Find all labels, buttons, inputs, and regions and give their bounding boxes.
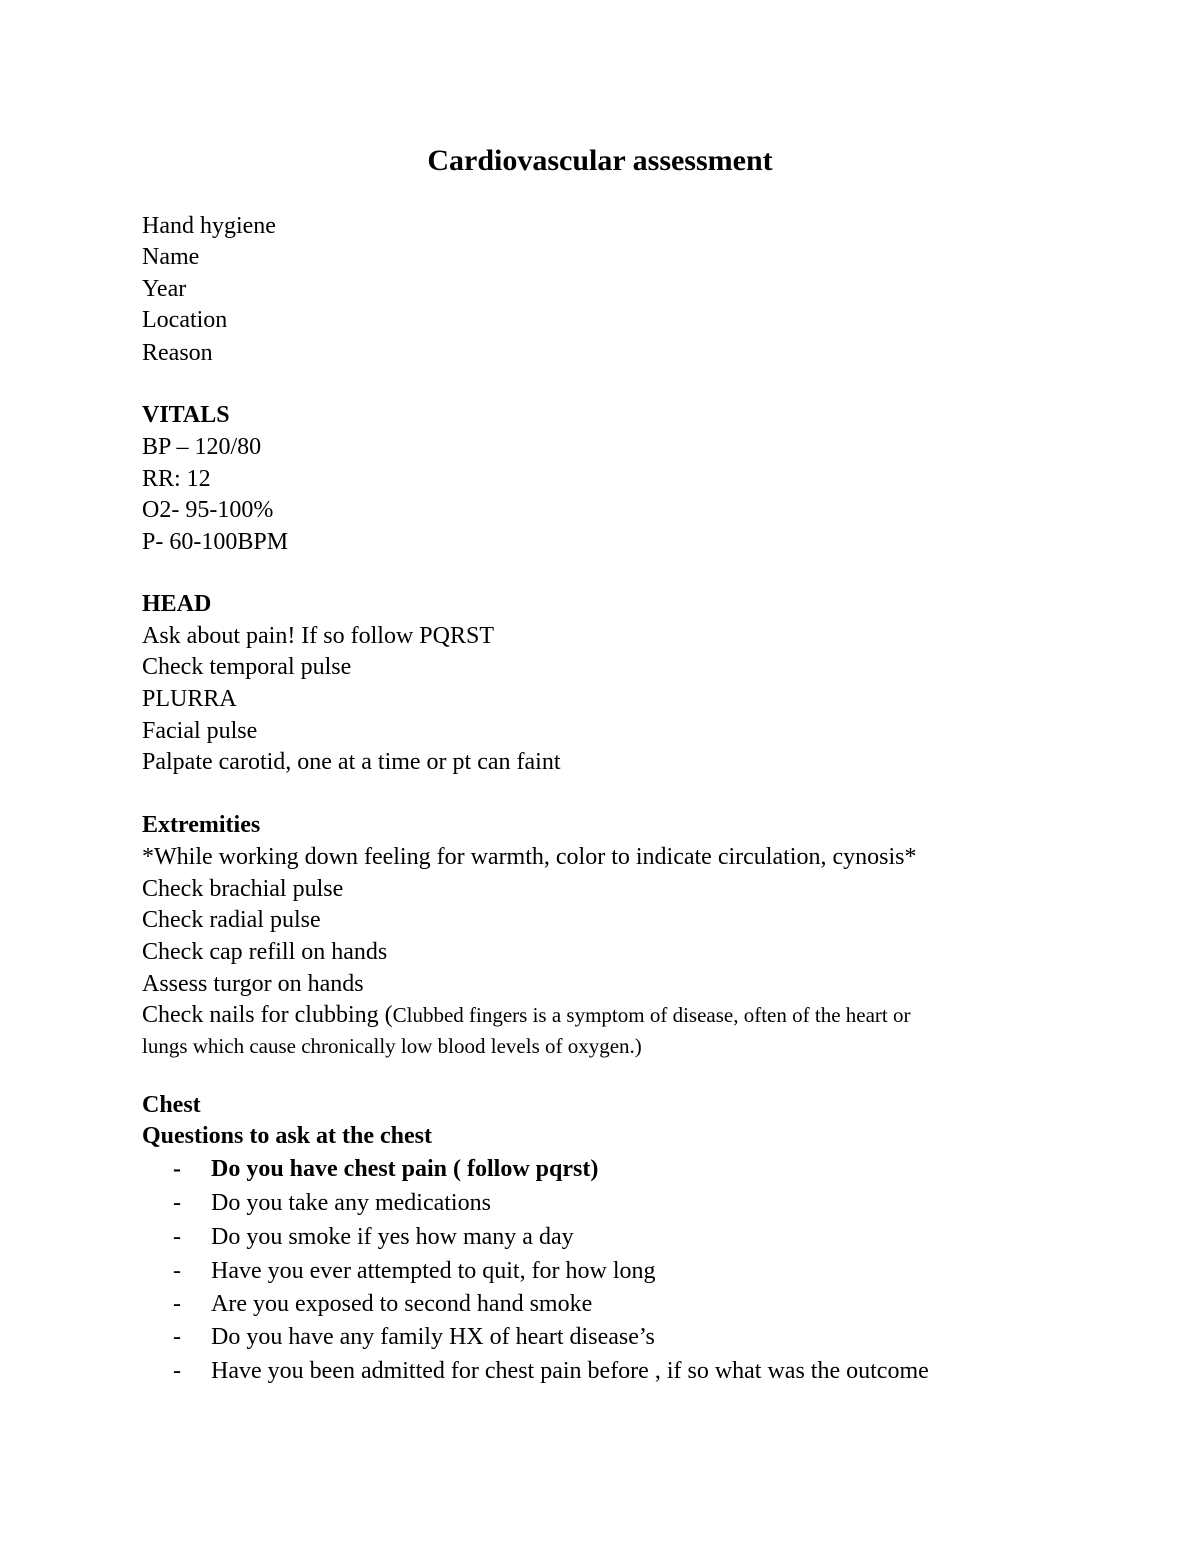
extremities-item-brachial: Check brachial pulse xyxy=(142,876,344,902)
bullet-dash: - xyxy=(173,1156,181,1182)
intro-item-reason: Reason xyxy=(142,340,213,366)
head-item-carotid: Palpate carotid, one at a time or pt can faint xyxy=(142,749,561,775)
nails-note-text: Clubbed fingers is a symptom of disease, often of the heart or xyxy=(392,1003,911,1027)
chest-question-text: Are you exposed to second hand smoke xyxy=(211,1291,593,1317)
vitals-item-rr: RR: 12 xyxy=(142,466,211,492)
extremities-item-turgor: Assess turgor on hands xyxy=(142,971,364,997)
chest-question-item xyxy=(173,1256,656,1286)
chest-question-text: Do you smoke if yes how many a day xyxy=(211,1224,574,1250)
extremities-item-cap-refill: Check cap refill on hands xyxy=(142,939,388,965)
page-title: Cardiovascular assessment xyxy=(427,144,773,177)
chest-question-item xyxy=(173,1222,574,1252)
bullet-dash: - xyxy=(173,1291,181,1317)
vitals-item-pulse: P- 60-100BPM xyxy=(142,529,289,555)
intro-item-name: Name xyxy=(142,244,200,270)
intro-item-hand-hygiene: Hand hygiene xyxy=(142,213,276,239)
head-item-facial: Facial pulse xyxy=(142,718,258,744)
nails-check-text: Check nails for clubbing ( xyxy=(142,1002,393,1028)
vitals-heading: VITALS xyxy=(142,402,230,428)
chest-question-item xyxy=(173,1154,598,1184)
bullet-dash: - xyxy=(173,1258,181,1284)
intro-item-location: Location xyxy=(142,307,228,333)
extremities-item-nails xyxy=(142,1000,910,1030)
intro-item-year: Year xyxy=(142,276,187,302)
chest-question-text: Do you take any medications xyxy=(211,1190,491,1216)
vitals-item-o2: O2- 95-100% xyxy=(142,497,274,523)
chest-question-item xyxy=(173,1289,592,1319)
head-heading: HEAD xyxy=(142,591,212,617)
bullet-dash: - xyxy=(173,1324,181,1350)
extremities-heading: Extremities xyxy=(142,812,261,838)
vitals-item-bp: BP – 120/80 xyxy=(142,434,262,460)
bullet-dash: - xyxy=(173,1190,181,1216)
chest-question-text: Have you ever attempted to quit, for how long xyxy=(211,1258,656,1284)
head-item-temporal: Check temporal pulse xyxy=(142,654,352,680)
chest-heading: Chest xyxy=(142,1092,201,1118)
head-item-pain: Ask about pain! If so follow PQRST xyxy=(142,623,494,649)
chest-question-text: Do you have chest pain ( follow pqrst) xyxy=(211,1156,599,1182)
head-item-plurra: PLURRA xyxy=(142,686,237,712)
chest-question-text: Do you have any family HX of heart disease’s xyxy=(211,1324,655,1350)
chest-subheading: Questions to ask at the chest xyxy=(142,1123,433,1149)
extremities-item-radial: Check radial pulse xyxy=(142,907,321,933)
chest-question-text: Have you been admitted for chest pain before , if so what was the outcome xyxy=(211,1358,929,1384)
chest-question-item xyxy=(173,1356,929,1386)
chest-question-item xyxy=(173,1188,491,1218)
bullet-dash: - xyxy=(173,1224,181,1250)
bullet-dash: - xyxy=(173,1358,181,1384)
chest-question-item xyxy=(173,1322,655,1352)
nails-note-continued: lungs which cause chronically low blood levels of oxygen.) xyxy=(142,1034,642,1058)
extremities-item-warmth-note: *While working down feeling for warmth, color to indicate circulation, cynosis* xyxy=(142,844,917,870)
